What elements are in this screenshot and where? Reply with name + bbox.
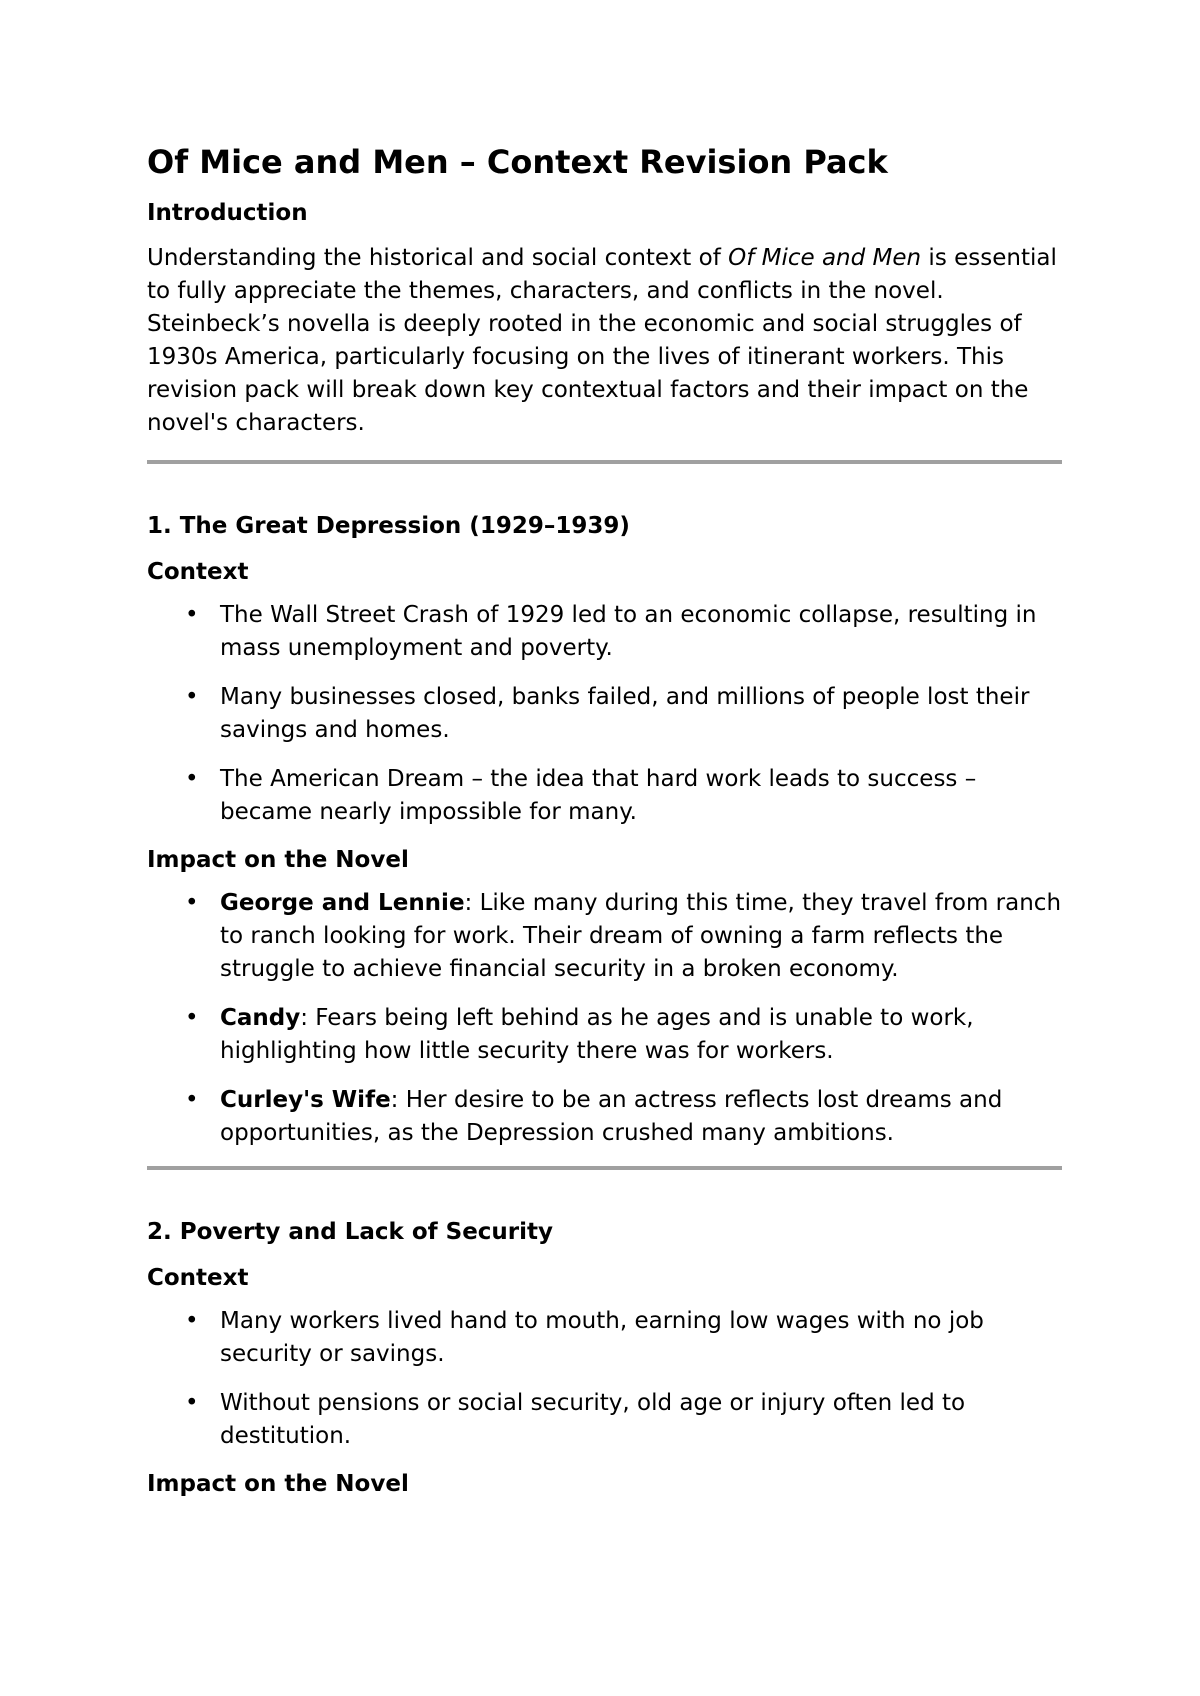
bullet-icon: • [185, 766, 199, 792]
introduction-text-start: Understanding the historical and social context of [147, 245, 729, 271]
section-1-context-heading: Context [147, 559, 249, 585]
bullet-icon: • [185, 1087, 199, 1113]
section-2-title: 2. Poverty and Lack of Security [147, 1219, 554, 1245]
section-divider [147, 460, 1062, 464]
list-item [147, 681, 1062, 747]
document-page [147, 140, 1062, 1511]
list-item-text: Many workers lived hand to mouth, earning low wages with no job security or savings. [220, 1308, 984, 1367]
bullet-icon: • [185, 1390, 199, 1416]
list-item [147, 1387, 1062, 1453]
document-title: Of Mice and Men – Context Revision Pack [147, 143, 888, 181]
introduction-text-end: is essential to fully appreciate the themes, characters, and conflicts in the novel. Steinbeck’s novella is deeply rooted in the economic and social struggles of 1930s America, particularly focusing on the lives of itinerant workers. This revision pack will break down key contextual factors and their impact on the novel's characters. [147, 245, 1057, 436]
section-1-title: 1. The Great Depression (1929–1939) [147, 513, 630, 539]
bullet-icon: • [185, 1308, 199, 1334]
section-2-context-heading: Context [147, 1265, 249, 1291]
list-item [147, 599, 1062, 665]
list-item-text: : Her desire to be an actress reflects lost dreams and opportunities, as the Depression crushed many ambitions. [220, 1087, 1003, 1146]
list-item [147, 1084, 1062, 1150]
list-item-text: The Wall Street Crash of 1929 led to an economic collapse, resulting in mass unemployment and poverty. [220, 602, 1037, 661]
section-2-context-list [147, 1305, 1062, 1453]
list-item [147, 1002, 1062, 1068]
section-1-impact-list [147, 887, 1062, 1150]
character-name: Candy [220, 1005, 301, 1031]
bullet-icon: • [185, 684, 199, 710]
character-name: Curley's Wife [220, 1087, 391, 1113]
list-item [147, 887, 1062, 986]
list-item-text: : Fears being left behind as he ages and is unable to work, highlighting how little security there was for workers. [220, 1005, 974, 1064]
introduction-paragraph [147, 242, 1062, 440]
list-item-text: : Like many during this time, they travel from ranch to ranch looking for work. Their dream of owning a farm reflects the struggle to achieve financial security in a broken economy. [220, 890, 1062, 982]
list-item-text: The American Dream – the idea that hard work leads to success – became nearly impossible for many. [220, 766, 977, 825]
section-1-impact-heading: Impact on the Novel [147, 847, 409, 873]
section-2-impact-heading: Impact on the Novel [147, 1471, 409, 1497]
bullet-icon: • [185, 890, 199, 916]
bullet-icon: • [185, 1005, 199, 1031]
section-1-context-list [147, 599, 1062, 829]
list-item-text: Without pensions or social security, old age or injury often led to destitution. [220, 1390, 966, 1449]
list-item-text: Many businesses closed, banks failed, and millions of people lost their savings and homes. [220, 684, 1030, 743]
section-divider [147, 1166, 1062, 1170]
bullet-icon: • [185, 602, 199, 628]
book-title-italic: Of Mice and Men [728, 245, 922, 271]
character-name: George and Lennie [220, 890, 465, 916]
introduction-heading: Introduction [147, 200, 308, 226]
list-item [147, 1305, 1062, 1371]
list-item [147, 763, 1062, 829]
